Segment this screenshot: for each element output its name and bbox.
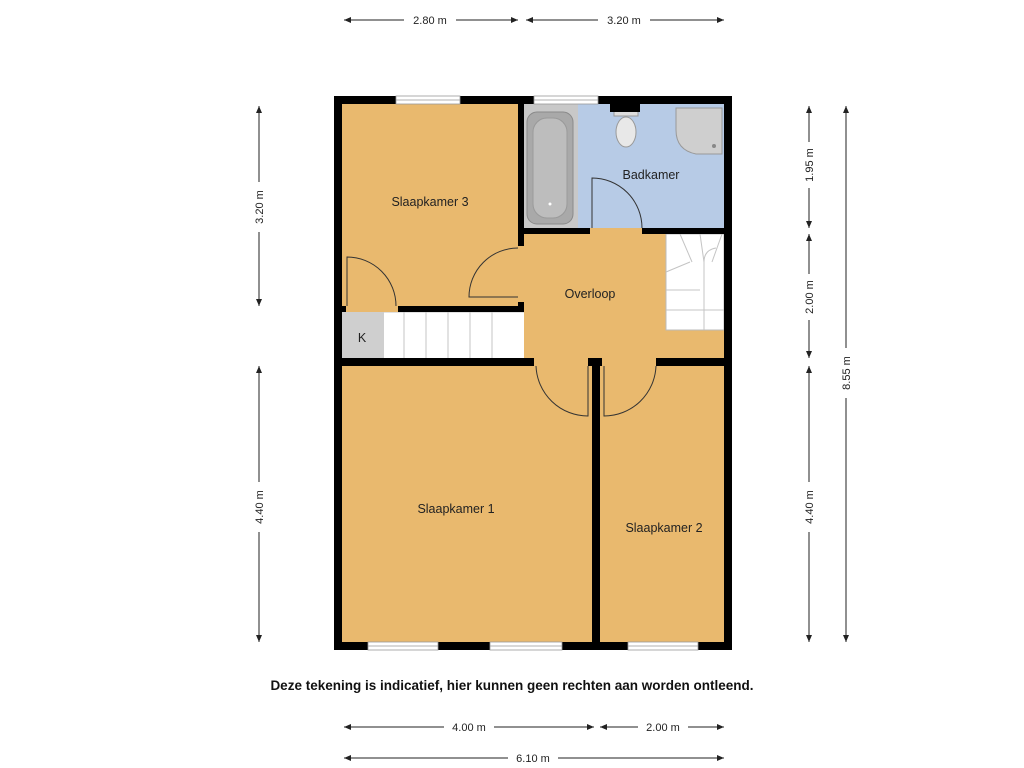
label-badkamer: Badkamer	[622, 168, 680, 182]
dim-label-top-right: 3.20 m	[607, 15, 641, 27]
stairs-upper	[666, 234, 724, 330]
dim-label-right-upper: 1.95 m	[804, 148, 816, 182]
dim-label-bottom-total: 6.10 m	[516, 753, 550, 765]
dim-label-right-total: 8.55 m	[841, 356, 853, 390]
dim-label-right-lower: 4.40 m	[804, 490, 816, 524]
dim-label-top-left: 2.80 m	[413, 15, 447, 27]
dim-label-left-lower: 4.40 m	[254, 490, 266, 524]
dim-label-bottom-left: 4.00 m	[452, 722, 486, 734]
label-slaapkamer-3: Slaapkamer 3	[391, 195, 469, 209]
label-overloop: Overloop	[564, 287, 616, 301]
stairs-lower	[384, 312, 524, 358]
toilet-icon	[614, 108, 638, 147]
shower-tray-icon	[676, 108, 722, 154]
dim-label-left-upper: 3.20 m	[254, 190, 266, 224]
label-slaapkamer-1: Slaapkamer 1	[417, 502, 495, 516]
label-slaapkamer-2: Slaapkamer 2	[625, 521, 703, 535]
bathtub-icon	[527, 112, 573, 224]
label-kast: K	[357, 331, 367, 345]
disclaimer-text: Deze tekening is indicatief, hier kunnen geen rechten aan worden ontleend.	[270, 678, 754, 693]
dim-label-right-middle: 2.00 m	[804, 280, 816, 314]
room-slaapkamer-2	[600, 366, 724, 642]
dim-label-bottom-right: 2.00 m	[646, 722, 680, 734]
